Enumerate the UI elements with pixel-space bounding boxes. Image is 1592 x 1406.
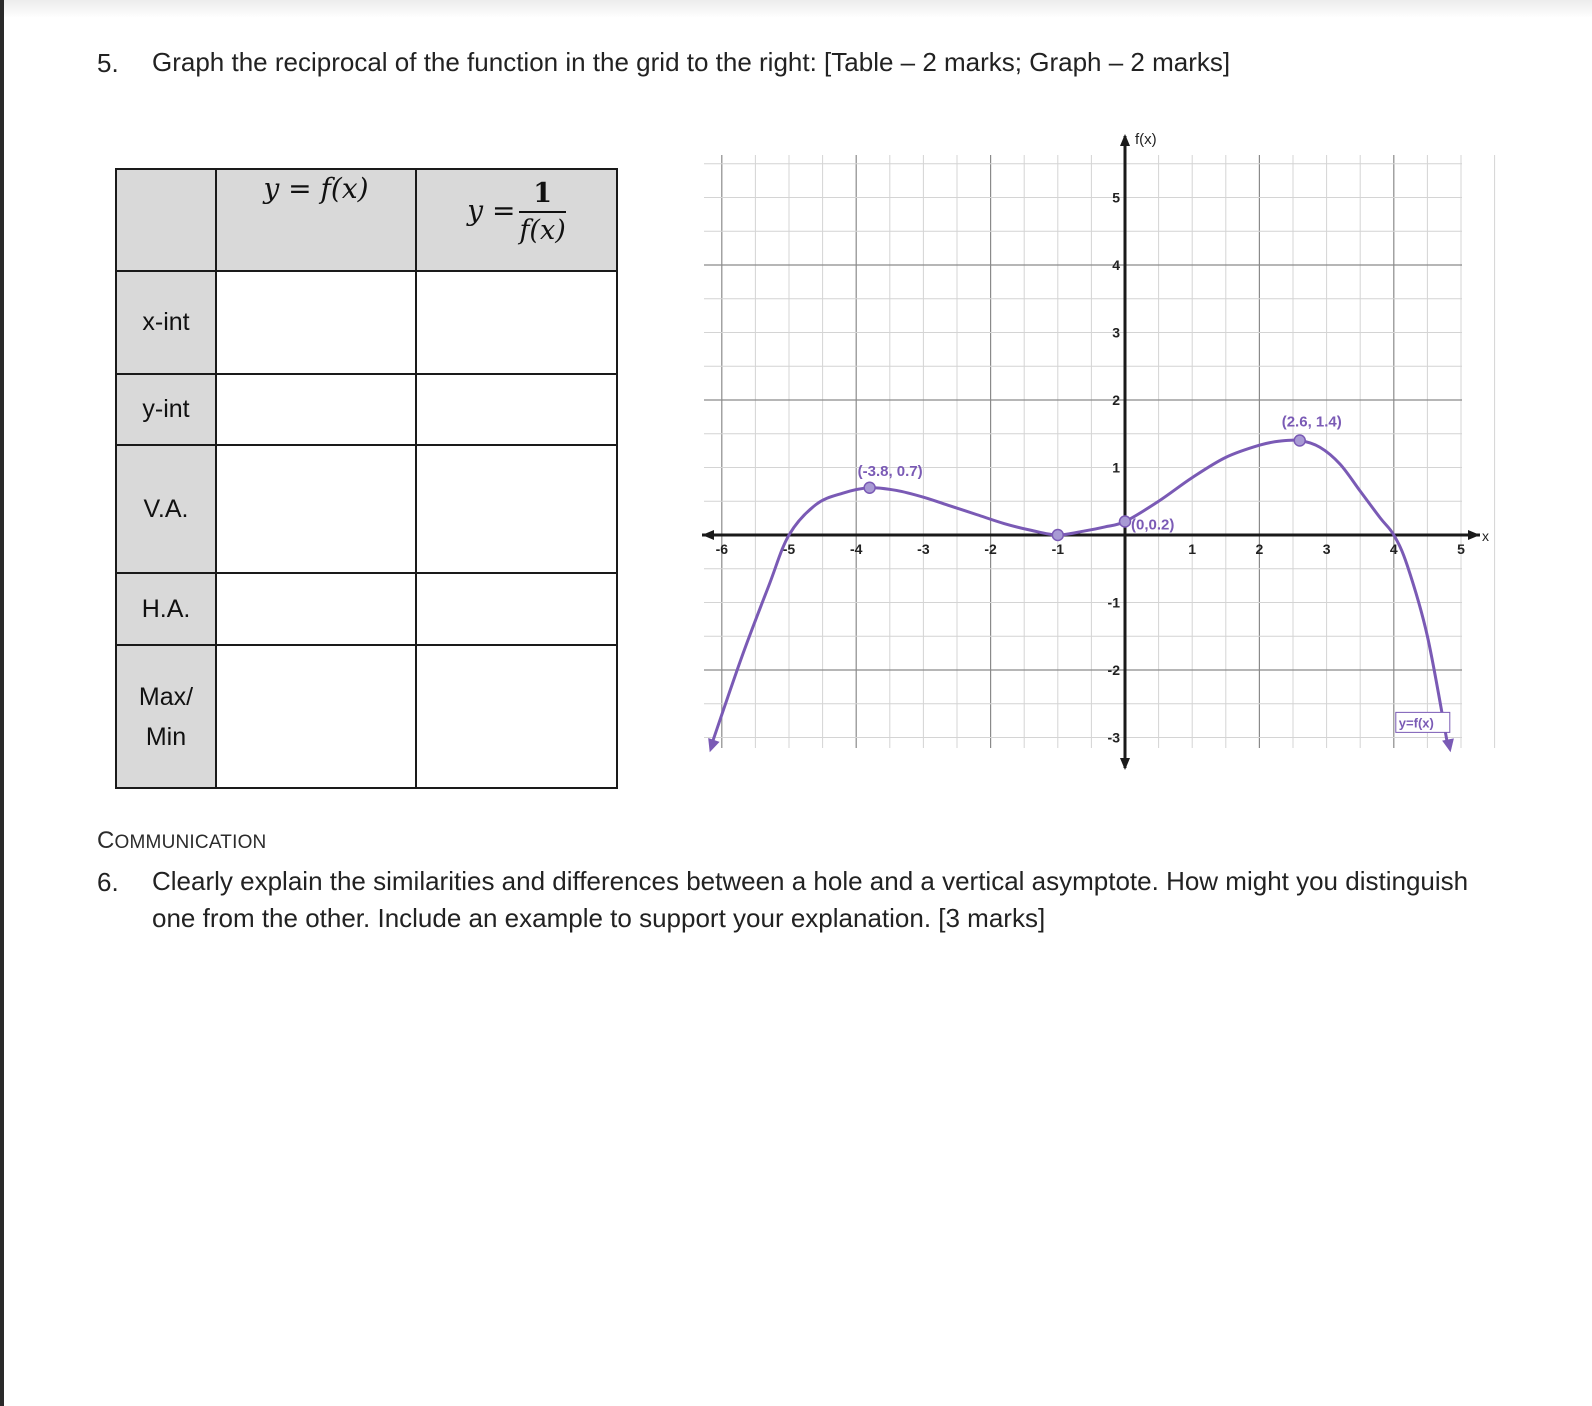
function-curve-group xyxy=(708,440,1454,752)
y-tick-label: 5 xyxy=(1112,189,1120,206)
y-tick-label: 4 xyxy=(1112,257,1120,273)
point-label: (-3.8, 0.7) xyxy=(857,462,923,480)
labeled-points xyxy=(858,414,1342,541)
question-5-number: 5. xyxy=(97,48,119,78)
header-reciprocal-prefix: y = xyxy=(467,193,516,227)
x-tick-label: -3 xyxy=(917,541,930,557)
function-curve xyxy=(712,440,1448,744)
answer-cell-fx-y-int[interactable] xyxy=(216,374,416,445)
header-f-of-x-label: y = f(x) xyxy=(263,171,369,205)
table-row xyxy=(116,445,617,573)
reciprocal-fraction xyxy=(519,178,565,246)
table-row xyxy=(116,374,617,445)
heading-rest: OMMUNICATION xyxy=(114,832,267,853)
table-row xyxy=(116,645,617,788)
y-tick-label: -3 xyxy=(1107,729,1120,746)
function-graph xyxy=(690,120,1510,780)
x-axis-right-arrow xyxy=(1468,530,1480,540)
y-tick-label: 1 xyxy=(1112,459,1120,476)
row-label-ha xyxy=(116,573,216,645)
row-label-text: Max/ xyxy=(138,682,194,711)
labeled-point-marker xyxy=(1120,516,1131,527)
page-top-shadow xyxy=(0,0,1592,18)
x-tick-label: 2 xyxy=(1255,541,1264,557)
answer-cell-fx-max-min[interactable] xyxy=(216,645,416,788)
answer-cell-reciprocal-y-int[interactable] xyxy=(416,374,617,445)
labeled-point-marker xyxy=(1294,435,1305,446)
table-header-row xyxy=(116,169,617,271)
y-tick-label: -1 xyxy=(1107,594,1120,611)
question-6-line-1: Clearly explain the similarities and differences between a hole and a vertical asymptote. How might you distinguish xyxy=(152,866,1469,896)
communication-heading xyxy=(97,827,266,855)
y-axis-down-arrow xyxy=(1120,758,1130,770)
answer-cell-reciprocal-ha[interactable] xyxy=(416,573,617,645)
answer-cell-fx-va[interactable] xyxy=(216,445,416,573)
row-label-va xyxy=(116,445,216,573)
question-5-text: Graph the reciprocal of the function in the grid to the right: [Table – 2 marks; Graph – 2 marks] xyxy=(152,47,1231,77)
y-tick-label: 3 xyxy=(1112,324,1120,341)
table-row xyxy=(116,573,617,645)
curve-label: y=f(x) xyxy=(1398,715,1434,731)
y-tick-label: -2 xyxy=(1107,662,1120,678)
answer-cell-fx-x-int[interactable] xyxy=(216,271,416,374)
table-corner-cell xyxy=(116,169,216,271)
answer-cell-reciprocal-va[interactable] xyxy=(416,445,617,573)
row-label-x-int xyxy=(116,271,216,374)
labeled-point-marker xyxy=(1052,530,1063,541)
x-tick-label: -4 xyxy=(849,541,863,557)
x-axis-left-arrow xyxy=(702,530,714,540)
row-label-text: H.A. xyxy=(141,594,191,623)
answer-cell-fx-ha[interactable] xyxy=(216,573,416,645)
labeled-point-marker xyxy=(864,482,875,493)
reciprocal-table xyxy=(115,168,618,789)
fraction-numerator: 1 xyxy=(519,178,565,213)
x-tick-label: 1 xyxy=(1188,541,1197,557)
answer-cell-reciprocal-x-int[interactable] xyxy=(416,271,617,374)
header-reciprocal xyxy=(416,169,617,271)
page-left-edge xyxy=(0,0,4,1406)
row-label-text: x-int xyxy=(142,308,190,336)
x-tick-label: -2 xyxy=(984,541,997,557)
table-row xyxy=(116,271,617,374)
x-axis-label: x xyxy=(1482,528,1489,544)
y-axis-up-arrow xyxy=(1120,134,1130,146)
fraction-denominator: f(x) xyxy=(519,215,566,246)
question-6-number: 6. xyxy=(97,867,119,897)
point-label: (0,0.2) xyxy=(1131,516,1175,534)
x-tick-label: -1 xyxy=(1051,541,1065,557)
question-6-line-2: one from the other. Include an example to support your explanation. [3 marks] xyxy=(152,903,1046,933)
row-label-text: V.A. xyxy=(143,494,189,523)
x-tick-label: -5 xyxy=(782,541,796,557)
x-tick-label: 3 xyxy=(1322,541,1331,557)
header-reciprocal-label xyxy=(467,178,566,246)
row-label-y-int xyxy=(116,374,216,445)
x-tick-label: 4 xyxy=(1389,541,1398,557)
y-tick-label: 2 xyxy=(1112,392,1120,408)
heading-initial: C xyxy=(97,827,115,854)
row-label-text-2: Min xyxy=(145,722,187,751)
row-label-max-min xyxy=(116,645,216,788)
curve-left-arrow xyxy=(708,738,719,752)
y-axis-label: f(x) xyxy=(1135,131,1157,148)
answer-cell-reciprocal-max-min[interactable] xyxy=(416,645,617,788)
header-f-of-x xyxy=(216,169,416,271)
x-tick-label: 5 xyxy=(1457,541,1465,557)
graph-grid xyxy=(704,155,1495,748)
row-label-text: y-int xyxy=(142,395,190,423)
curve-right-arrow xyxy=(1442,738,1454,752)
x-tick-label: -6 xyxy=(715,541,729,557)
point-label: (2.6, 1.4) xyxy=(1281,413,1342,431)
graph-axes xyxy=(702,131,1489,770)
